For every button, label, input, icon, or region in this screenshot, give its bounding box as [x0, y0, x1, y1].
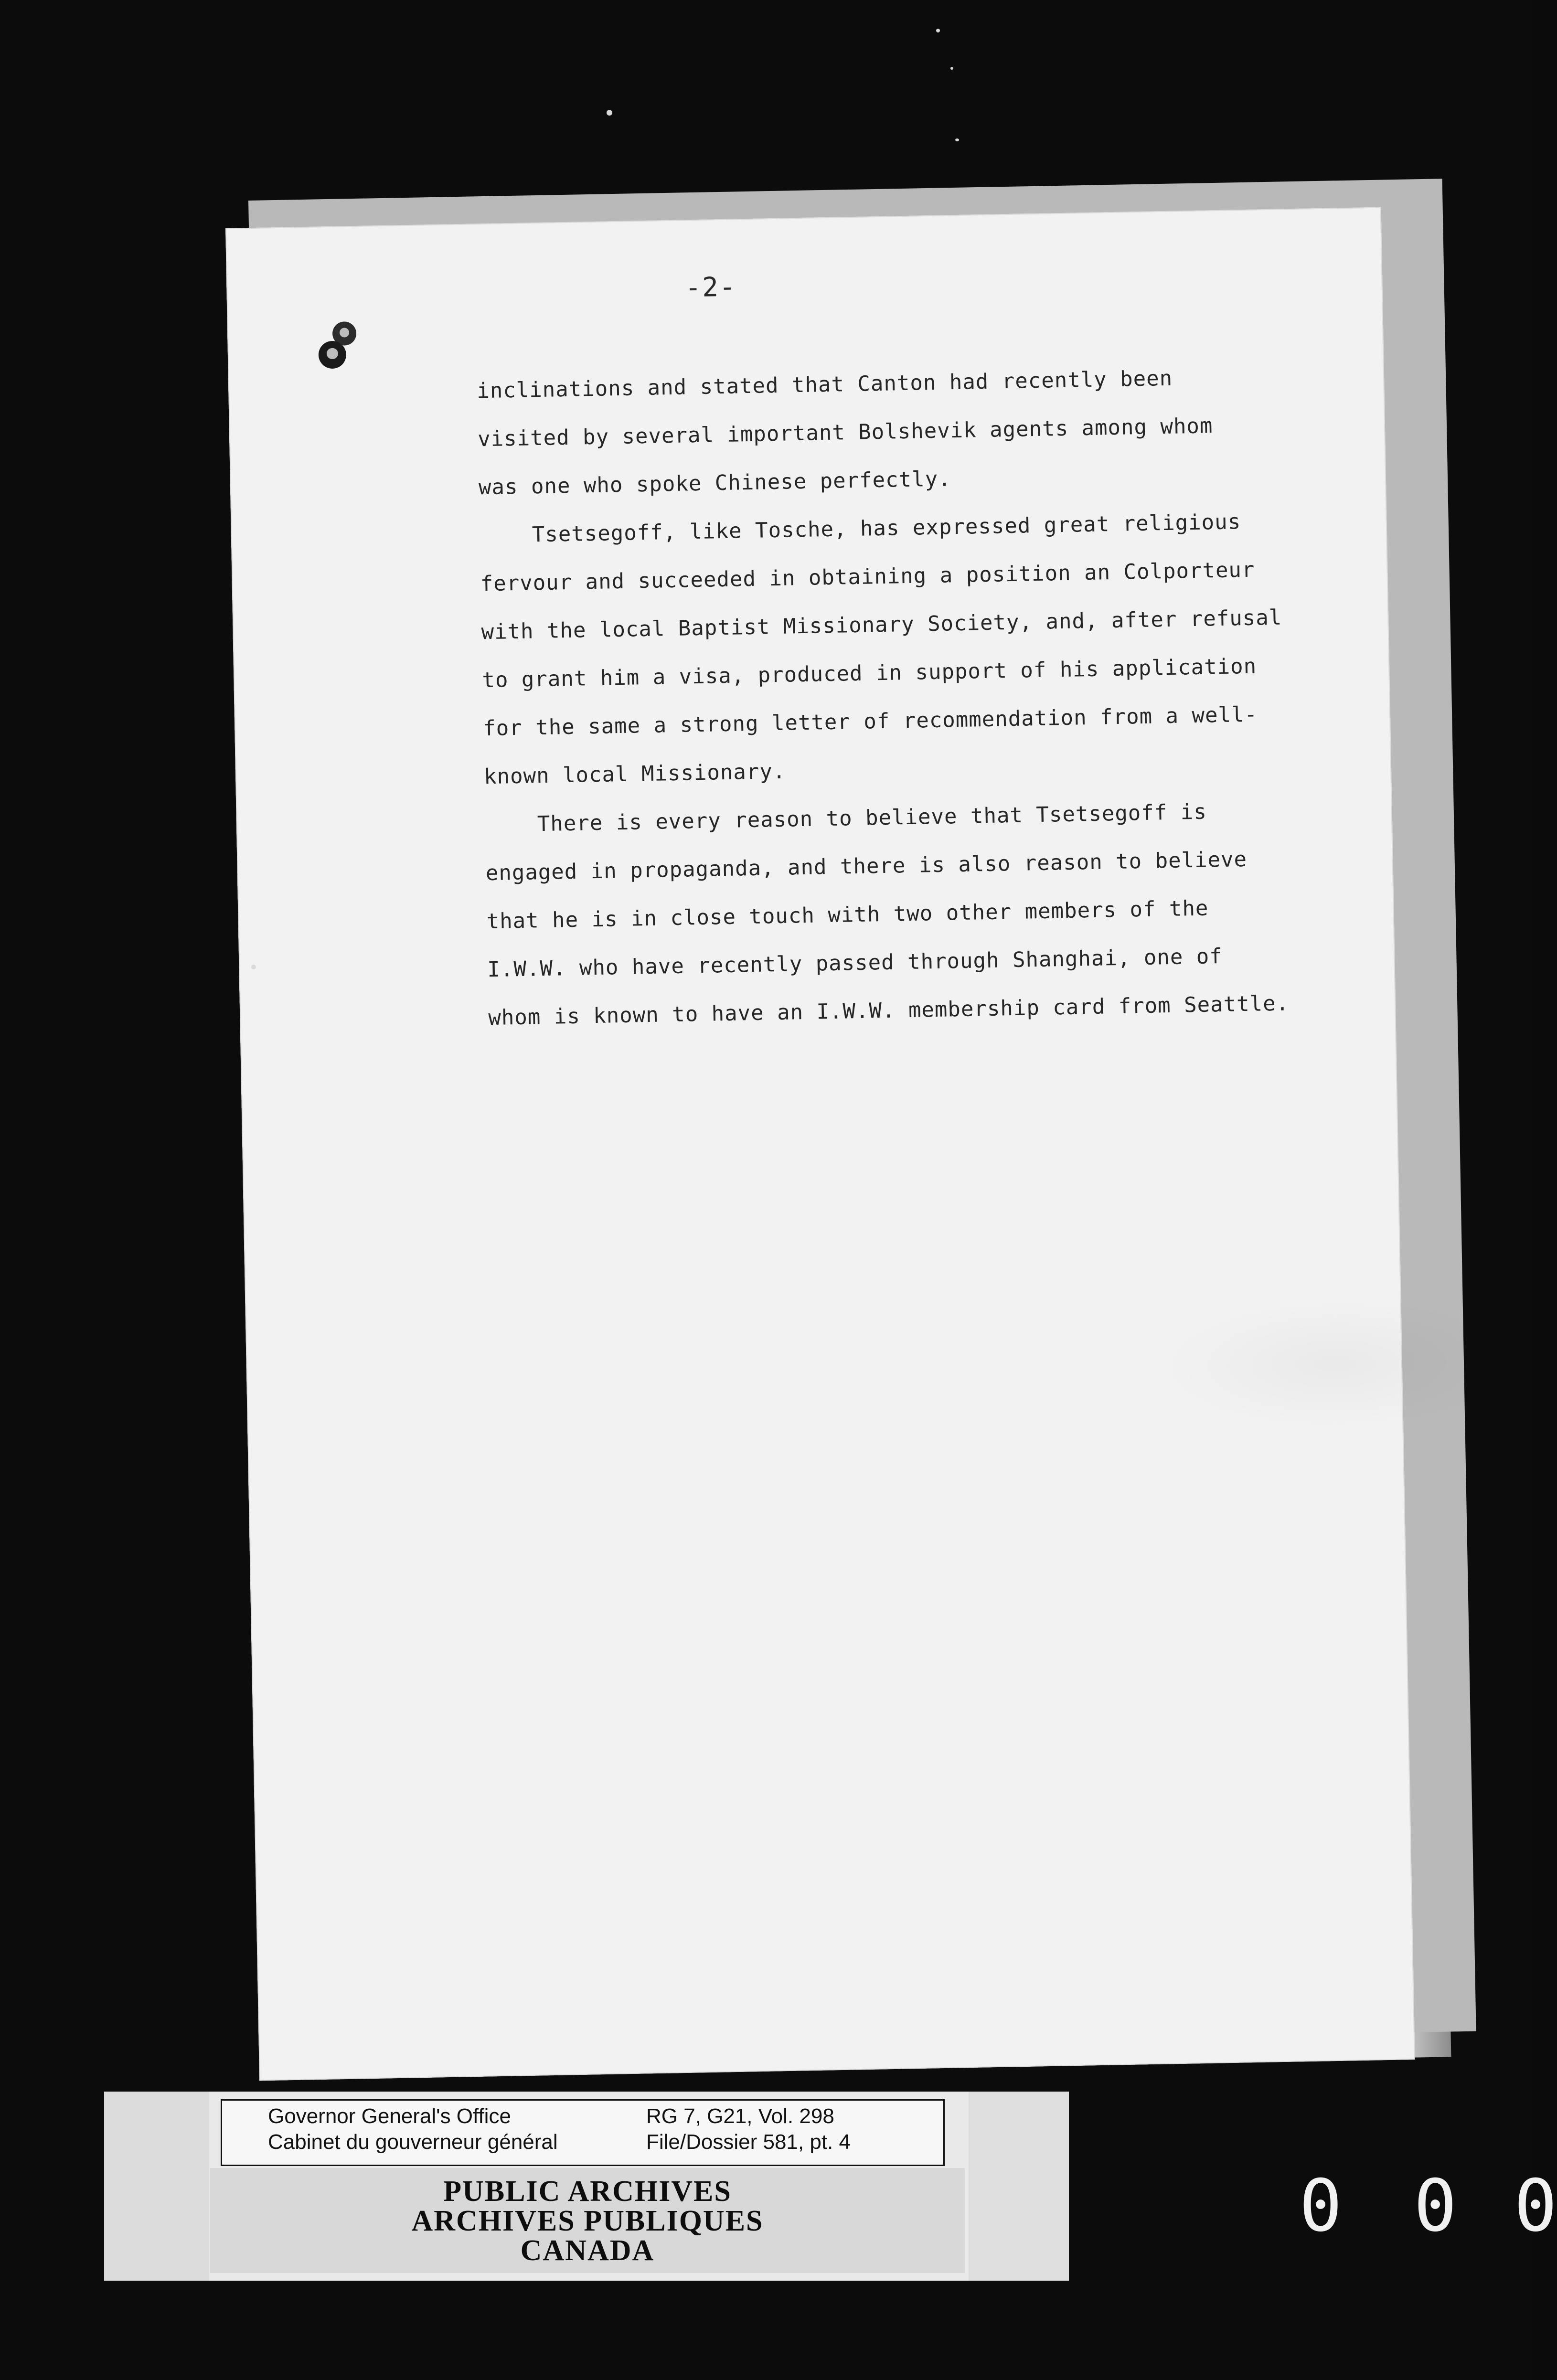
text-line: I.W.W. who have recently passed through Shanghai, one of: [487, 944, 1223, 982]
archive-reference-card: [221, 2099, 945, 2166]
punch-hole-icon: [318, 340, 346, 369]
office-name-en: Governor General's Office: [268, 2104, 511, 2128]
text-line: for the same a strong letter of recommendation from a well-: [482, 702, 1258, 741]
dust-speck: [936, 29, 940, 32]
record-group-reference: RG 7, G21, Vol. 298: [646, 2104, 834, 2128]
page-number: -2-: [684, 271, 737, 304]
frame-number-digit: 0: [1414, 2165, 1457, 2248]
text-line: inclinations and stated that Canton had recently been: [476, 366, 1173, 404]
archives-name-fr: ARCHIVES PUBLIQUES: [411, 2205, 764, 2237]
text-line: visited by several important Bolshevik agents among whom: [477, 414, 1213, 452]
text-line: was one who spoke Chinese perfectly.: [478, 467, 951, 500]
text-line: that he is in close touch with two other members of the: [486, 896, 1209, 934]
label-strip-left: [104, 2092, 209, 2281]
text-line: known local Missionary.: [483, 759, 786, 789]
frame-number-digit: 0: [1299, 2165, 1343, 2248]
archives-name-en: PUBLIC ARCHIVES: [443, 2175, 732, 2208]
frame-number-digit: 0: [1514, 2165, 1557, 2248]
dust-speck: [955, 138, 959, 141]
dust-speck: [607, 110, 612, 116]
archives-country: CANADA: [520, 2234, 655, 2267]
text-line: with the local Baptist Missionary Society, and, after refusal: [481, 605, 1282, 645]
text-line: Tsetsegoff, like Tosche, has expressed great religious: [479, 510, 1241, 548]
typed-page: [225, 207, 1415, 2081]
file-reference: File/Dossier 581, pt. 4: [646, 2130, 851, 2154]
text-line: There is every reason to believe that Tsetsegoff is: [484, 799, 1207, 838]
dust-speck: [950, 67, 953, 70]
text-line: to grant him a visa, produced in support of his application: [481, 654, 1257, 693]
dust-speck: [251, 965, 256, 969]
office-name-fr: Cabinet du gouverneur général: [268, 2130, 558, 2154]
text-line: engaged in propaganda, and there is also reason to believe: [485, 847, 1248, 886]
letter-body: [476, 351, 1396, 1042]
text-line: whom is known to have an I.W.W. membership card from Seattle.: [488, 991, 1290, 1031]
label-strip-right: [969, 2092, 1069, 2281]
public-archives-stamp: [210, 2168, 965, 2273]
text-line: fervour and succeeded in obtaining a position an Colporteur: [480, 557, 1255, 596]
